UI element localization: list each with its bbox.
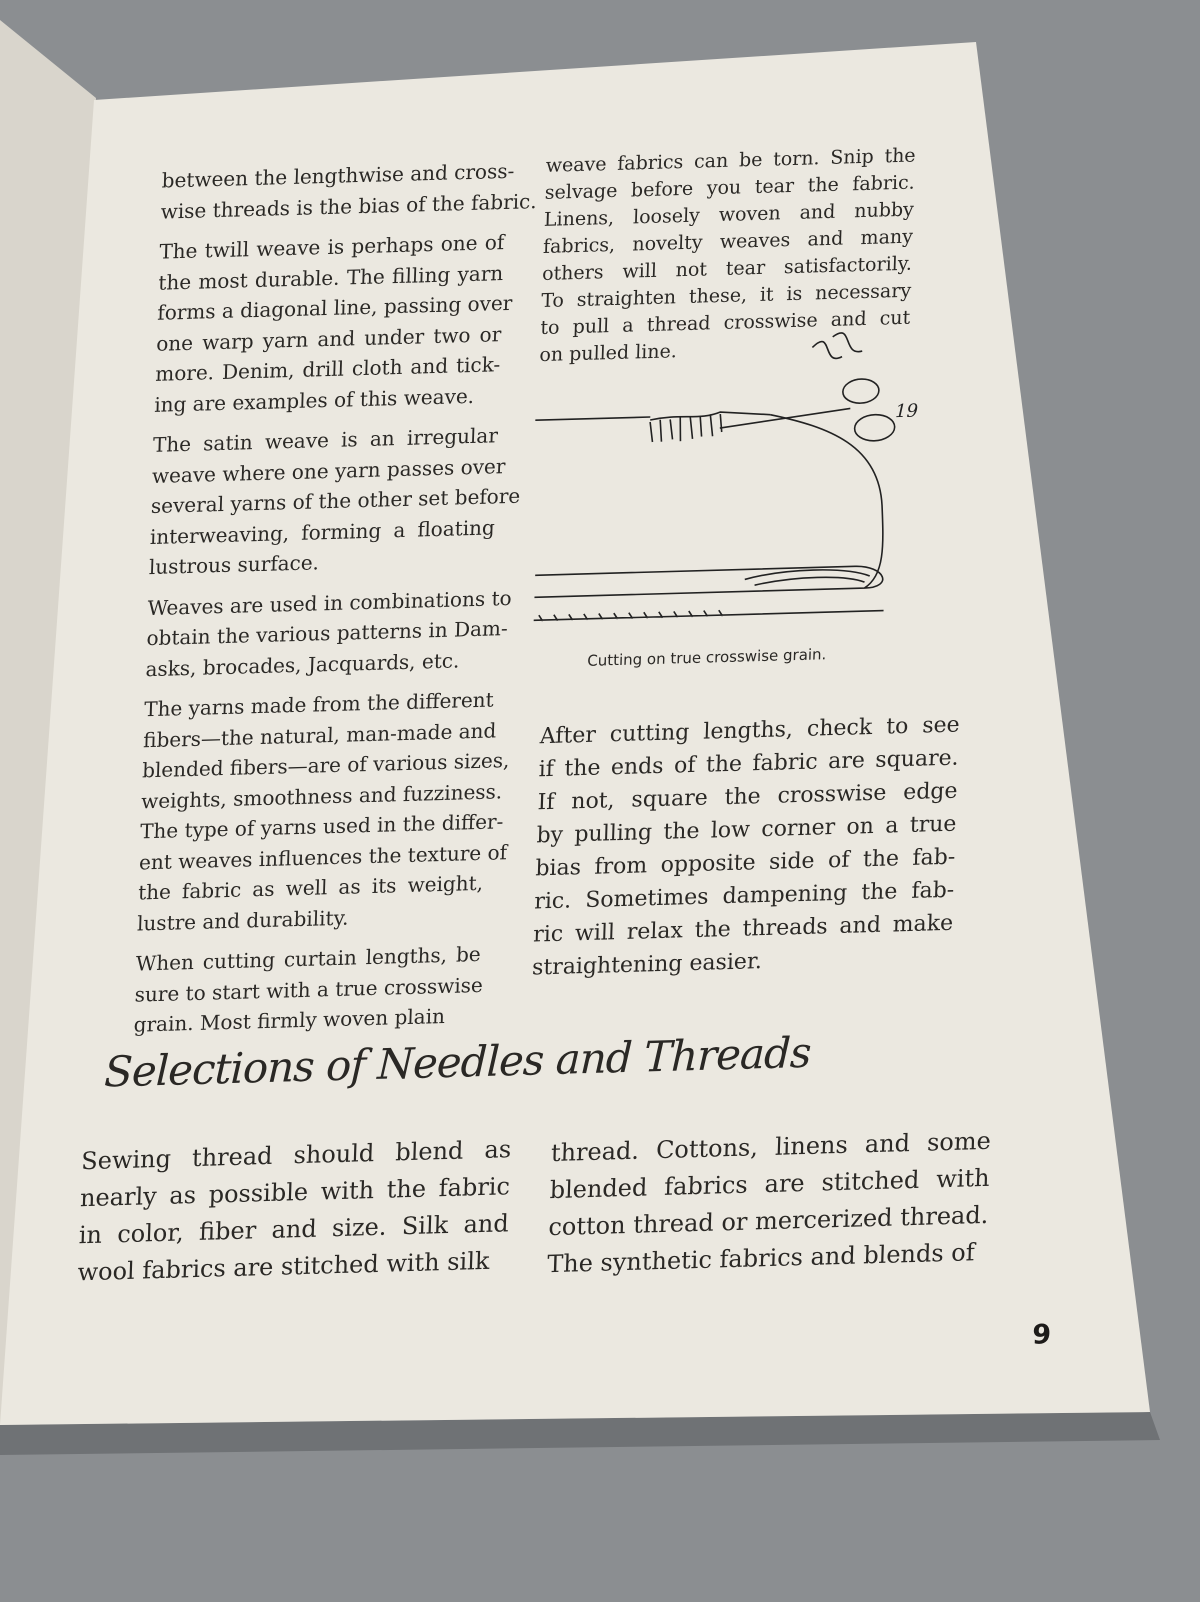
text-line: The twill weave is perhaps one of [159, 229, 505, 264]
text-line: the most durable. The filling yarn [158, 260, 504, 295]
paragraph [547, 1123, 992, 1283]
text-line: the fabric as well as its weight, [137, 870, 484, 905]
text-line: to pull a thread crosswise and cut [540, 306, 911, 340]
section-heading: Selections of Needles and Threads [103, 1027, 812, 1097]
text-line: others will not tear satisfactorily. [541, 252, 913, 285]
text-line: bias from opposite side of the fab- [535, 844, 956, 882]
text-line: lustrous surface. [148, 550, 320, 580]
text-line: The yarns made from the different [143, 687, 495, 722]
text-line: weave where one yarn passes over [151, 453, 506, 488]
text-line: fabrics, novelty weaves and many [542, 225, 914, 258]
text-line: Linens, loosely woven and nubby [543, 198, 915, 231]
fabric-top-edge [535, 411, 770, 424]
text-line: ric will relax the threads and make [532, 910, 954, 948]
artist-signature: 19 [894, 400, 919, 423]
text-line: interweaving, forming a floating [149, 514, 496, 549]
text-line: Weaves are used in combinations to [147, 585, 513, 620]
text-line: After cutting lengths, check to see [539, 712, 961, 750]
bottom-fringe [534, 606, 884, 622]
text-line: The type of yarns used in the differ- [139, 809, 504, 844]
text-line: in color, fiber and size. Silk and [78, 1209, 510, 1250]
paragraph [160, 156, 538, 227]
text-line: wool fabrics are stitched with silk [77, 1246, 490, 1287]
text-line: between the lengthwise and cross- [161, 158, 515, 193]
paragraph [153, 227, 513, 420]
text-line: if the ends of the fabric are square. [538, 745, 959, 783]
fabric-roll [745, 568, 870, 585]
text-line: asks, brocades, Jacquards, etc. [145, 647, 460, 681]
text-line: fibers—the natural, man-made and [142, 717, 497, 752]
text-line: weave fabrics can be torn. Snip the [545, 144, 916, 177]
paragraph [145, 583, 513, 684]
paragraph [136, 685, 510, 939]
text-line: thread. Cottons, linens and some [550, 1126, 992, 1168]
cutting-illustration [523, 324, 933, 636]
text-line: weights, smoothness and fuzziness. [140, 778, 503, 813]
left-column [133, 156, 538, 1050]
text-line: sure to start with a true crosswise [134, 972, 484, 1007]
section-right-column [546, 1123, 991, 1293]
text-line: forms a diagonal line, passing over [157, 290, 513, 325]
paragraph [133, 939, 484, 1040]
text-line: straightening easier. [531, 949, 763, 981]
scissors-icon [719, 331, 898, 445]
text-line: When cutting curtain lengths, be [135, 941, 482, 976]
text-line: Sewing thread should blend as [80, 1135, 512, 1176]
text-line: The satin weave is an irregular [152, 423, 499, 457]
text-line: by pulling the low corner on a true [536, 811, 957, 849]
paragraph [77, 1131, 512, 1291]
text-line: nearly as possible with the fabric [79, 1172, 511, 1213]
text-line: The synthetic fabrics and blends of [546, 1238, 976, 1279]
text-line: blended fibers—are of various sizes, [141, 748, 510, 783]
text-line: To straighten these, it is necessary [540, 279, 912, 313]
text-line: blended fabrics are stitched with [549, 1163, 991, 1205]
text-line: selvage before you tear the fabric. [544, 171, 916, 204]
text-line: ent weaves influences the texture of [138, 839, 508, 874]
text-line: ric. Sometimes dampening the fab- [533, 877, 955, 915]
text-line: If not, square the crosswise edge [537, 778, 958, 816]
text-line: wise threads is the bias of the fabric. [160, 188, 538, 224]
text-line: several yarns of the other set before [150, 483, 521, 518]
text-line: ing are examples of this weave. [153, 383, 475, 417]
paragraph [532, 708, 961, 984]
text-line: cotton thread or mercerized thread. [548, 1200, 989, 1242]
text-line: grain. Most firmly woven plain [133, 1003, 446, 1037]
text-line: more. Denim, drill cloth and tick- [154, 352, 501, 386]
page-number: 9 [1031, 1319, 1052, 1351]
text-line: lustre and durability. [136, 905, 349, 936]
section-left-column [77, 1131, 512, 1301]
text-line: on pulled line. [539, 340, 678, 367]
illustration-caption: Cutting on true crosswise grain. [586, 645, 827, 670]
right-column-bottom [531, 708, 960, 994]
text-line: obtain the various patterns in Dam- [146, 616, 509, 651]
paragraph [148, 420, 521, 582]
text-line: one warp yarn and under two or [155, 321, 502, 356]
